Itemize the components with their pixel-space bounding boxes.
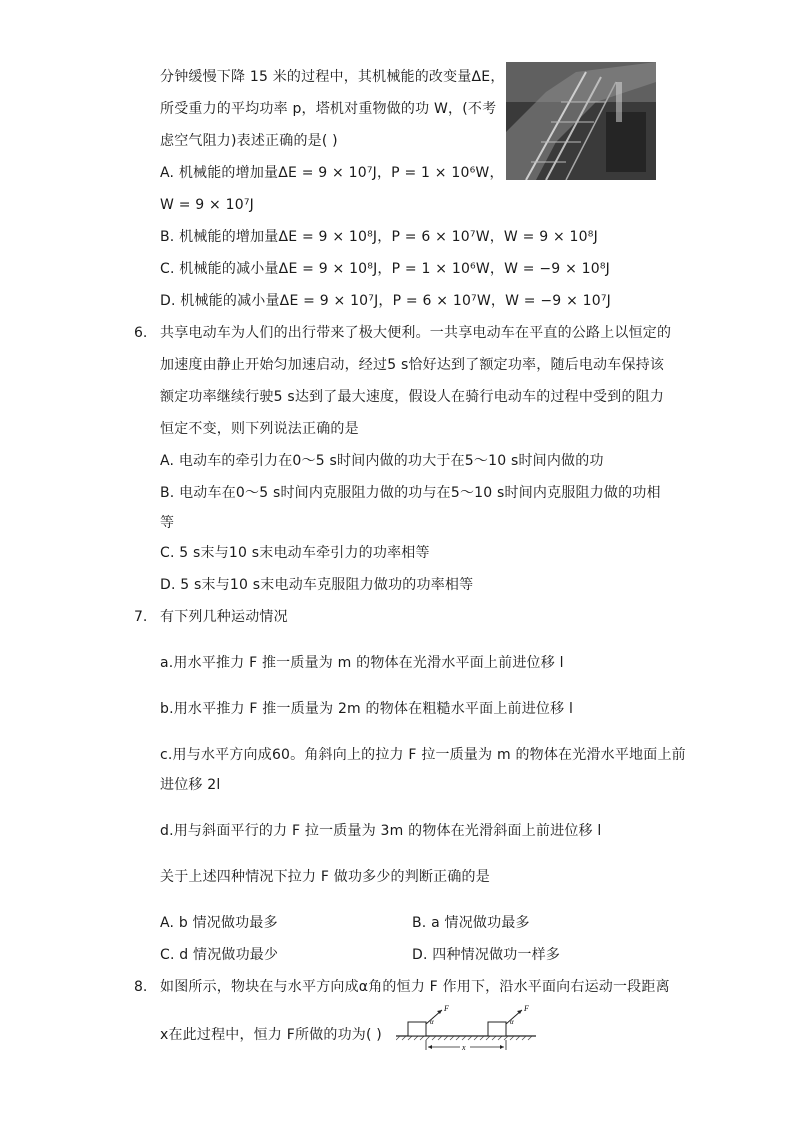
q7-case-c-line2: 进位移 2l bbox=[160, 777, 221, 793]
angle-label-2: α bbox=[510, 1018, 514, 1026]
q5-stem-line3: 虑空气阻力)表述正确的是( ) bbox=[160, 133, 338, 149]
force-displacement-diagram bbox=[396, 1002, 546, 1058]
force-label-2: F bbox=[524, 1004, 529, 1013]
q5-option-a-line1: A. 机械能的增加量ΔE = 9 × 10⁷J，P = 1 × 10⁶W， bbox=[160, 165, 504, 181]
q8-stem-line2: x在此过程中，恒力 F所做的功为( ) bbox=[160, 1027, 382, 1043]
q7-option-a: A. b 情况做功最多 bbox=[160, 915, 278, 931]
q6-option-a: A. 电动车的牵引力在0～5 s时间内做的功大于在5～10 s时间内做的功 bbox=[160, 453, 604, 469]
q8-stem-line1: 如图所示，物块在与水平方向成α角的恒力 F 作用下，沿水平面向右运动一段距离 bbox=[160, 979, 670, 995]
q6-stem-line3: 额定功率继续行驶5 s达到了最大速度，假设人在骑行电动车的过程中受到的阻力 bbox=[160, 389, 665, 405]
q6-stem-line4: 恒定不变，则下列说法正确的是 bbox=[160, 421, 359, 437]
q7-case-b: b.用水平推力 F 推一质量为 2m 的物体在粗糙水平面上前进位移 l bbox=[160, 701, 574, 717]
q6-stem-line2: 加速度由静止开始匀加速启动，经过5 s恰好达到了额定功率，随后电动车保持该 bbox=[160, 357, 665, 373]
q6-option-b-line2: 等 bbox=[160, 515, 175, 531]
q5-option-d: D. 机械能的减小量ΔE = 9 × 10⁷J，P = 6 × 10⁷W，W = −9 × 10⁷J bbox=[160, 293, 612, 309]
block-initial bbox=[408, 1022, 426, 1036]
q5-option-b: B. 机械能的增加量ΔE = 9 × 10⁸J，P = 6 × 10⁷W，W = 9 × 10⁸J bbox=[160, 229, 598, 245]
q5-stem-line1: 分钟缓慢下降 15 米的过程中，其机械能的改变量ΔE， bbox=[160, 69, 505, 85]
q7-option-c: C. d 情况做功最少 bbox=[160, 947, 279, 963]
q5-option-c: C. 机械能的减小量ΔE = 9 × 10⁸J，P = 1 × 10⁶W，W = −9 × 10⁸J bbox=[160, 261, 611, 277]
q7-case-c-line1: c.用与水平方向成60。角斜向上的拉力 F 拉一质量为 m 的物体在光滑水平地面上前 bbox=[160, 747, 686, 763]
force-label-1: F bbox=[444, 1004, 449, 1013]
q6-option-d: D. 5 s末与10 s末电动车克服阻力做功的功率相等 bbox=[160, 577, 474, 593]
displacement-label: x bbox=[462, 1043, 466, 1052]
q6-option-b-line1: B. 电动车在0～5 s时间内克服阻力做的功与在5～10 s时间内克服阻力做的功相 bbox=[160, 485, 661, 501]
q6-stem-line1: 共享电动车为人们的出行带来了极大便利。一共享电动车在平直的公路上以恒定的 bbox=[160, 325, 672, 341]
q5-option-a-line2: W = 9 × 10⁷J bbox=[160, 197, 254, 213]
q7-option-b: B. a 情况做功最多 bbox=[412, 915, 530, 931]
q7-case-a: a.用水平推力 F 推一质量为 m 的物体在光滑水平面上前进位移 l bbox=[160, 655, 564, 671]
q5-stem-line2: 所受重力的平均功率 p，塔机对重物做的功 W，(不考 bbox=[160, 101, 497, 117]
q6-number: 6. bbox=[134, 325, 148, 341]
q7-case-d: d.用与斜面平行的力 F 拉一质量为 3m 的物体在光滑斜面上前进位移 l bbox=[160, 823, 602, 839]
q7-stem: 有下列几种运动情况 bbox=[160, 609, 288, 625]
block-final bbox=[488, 1022, 506, 1036]
q7-number: 7. bbox=[134, 609, 148, 625]
q7-question: 关于上述四种情况下拉力 F 做功多少的判断正确的是 bbox=[160, 869, 490, 885]
angle-label-1: α bbox=[430, 1018, 434, 1026]
q8-number: 8. bbox=[134, 979, 148, 995]
tower-crane-photo bbox=[506, 62, 656, 180]
q7-option-d: D. 四种情况做功一样多 bbox=[412, 947, 561, 963]
q6-option-c: C. 5 s末与10 s末电动车牵引力的功率相等 bbox=[160, 545, 430, 561]
